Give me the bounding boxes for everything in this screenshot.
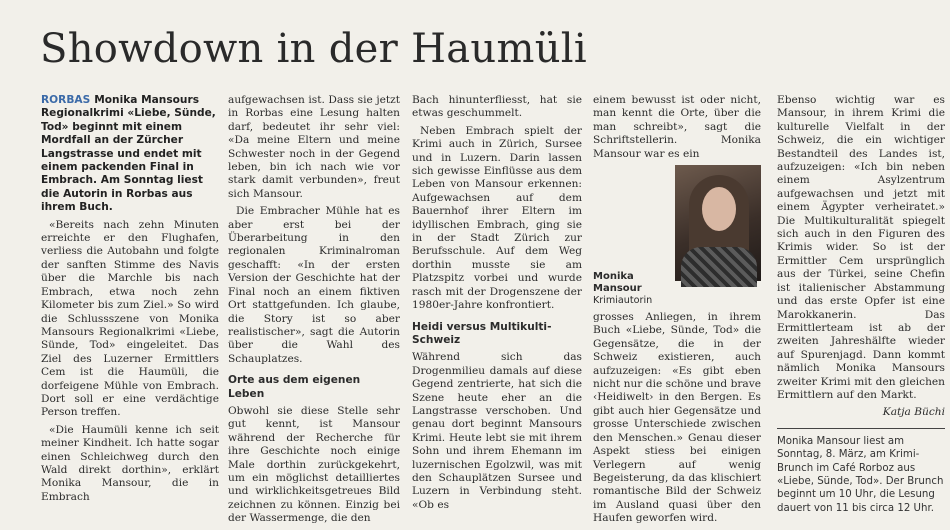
caption-name: Monika Mansour [593,271,642,295]
column-2 [228,94,400,530]
body-paragraph: Die Embracher Mühle hat es aber erst bei der Überarbeitung in den regionalen Kriminalroman geschafft: «In der ersten Version der Geschichte hat der Final noch an einem fiktiven Ort stattgefunden. Ich glaube, die Story ist so aber realistischer», sagt die Autorin über die Wahl des Schauplatzes. [228,205,400,365]
body-paragraph: Ebenso wichtig war es Mansour, in ihrem Krimi die kulturelle Vielfalt in der Schweiz, die ein wichtiger Bestandteil des Landes ist, aufzuzeigen: «Ich bin neben einem Asylzentrum aufgewachsen und jetzt mit einem Ägypter verheiratet.» Die Multikulturalität spiegelt sich auch in den Figuren des Krimis wider. So ist der Ermittler Cem ursprünglich aus der Türkei, seine Chefin ist italienischer Abstammung und das erste Opfer ist eine Marokkanerin. Das Ermittlerteam ist ab der zweiten Jahreshälfte wieder auf Spurenjagd. Dann kommt nämlich Monika Mansours zweiter Krimi mit den gleichen Ermittlern auf den Markt. [777,94,945,401]
headline: Showdown in der Haumüli [40,26,587,72]
event-infobox: Monika Mansour liest am Sonntag, 8. März, am Krimi-Brunch im Café Rorboz aus «Liebe, Sünde, Tod». Der Brunch beginnt um 10 Uhr, die Lesung dauert von 11 bis circa 12 Uhr. [777,428,945,515]
body-paragraph: einem bewusst ist oder nicht, man kennt die Orte, über die man schreibt», sagt die Schriftstellerin. Monika Mansour war es ein [593,94,761,160]
body-paragraph: Während sich das Drogenmilieu damals auf diese Gegend zentrierte, hat sich die Szene heute eher an die Langstrasse verschoben. Und genau dort beginnt Mansours Krimi. Heute lebt sie mit ihrem Sohn und ihrem Ehemann im luzernischen Egolzwil, was mit den Schauplätzen Sursee und Luzern in Verbindung steht. «Ob es [412,351,582,511]
portrait-face [702,187,736,231]
lead-text: Monika Mansours Regionalkrimi «Liebe, Sünde, Tod» beginnt mit einem Mordfall an der Zürcher Langstrasse und endet mit einem packenden Final in Embrach. Am Sonntag liest die Autorin in Rorbas aus ihrem Buch. [41,94,216,214]
column-5 [777,94,945,515]
photo-block [593,165,761,307]
column-3 [412,94,582,516]
body-paragraph: Obwohl sie diese Stelle sehr gut kennt, ist Mansour während der Recherche für ihre Geschichte noch einige Male dorthin zurückgekehrt, um ein möglichst detailliertes und wirklichkeitsgetreues Bild zeichnen zu können. Einzig bei der Wassermenge, die den [228,404,400,525]
body-paragraph: grosses Anliegen, in ihrem Buch «Liebe, Sünde, Tod» die Gegensätze, die in der Schweiz existieren, auch aufzuzeigen: «Es gibt eben nicht nur die schöne und brave ‹Heidiwelt› in den Bergen. Es gibt auch hier Gegensätze und grosse Unterschiede zwischen den Menschen.» Genau dieser Aspekt stiess bei einigen Verlegern auf wenig Begeisterung, da das klischiert romantische Bild der Schweiz im Ausland quasi über den Haufen geworfen wird. [593,311,761,525]
author-portrait-image [675,165,761,281]
body-paragraph: Neben Embrach spielt der Krimi auch in Zürich, Sursee und in Luzern. Darin lassen sich gewisse Einflüsse aus dem Leben von Mansour erkennen: Aufgewachsen auf dem Bauernhof ihrer Eltern im idyllischen Embrach, ging sie in der Stadt Zürich zur Berufsschule. Auf dem Weg dorthin musste sie am Platzspitz vorbei und wurde rasch mit der Drogenszene der 1980er-Jahre konfrontiert. [412,124,582,312]
column-4 [593,94,761,530]
portrait-scarf [681,247,757,287]
body-paragraph: «Die Haumüli kenne ich seit meiner Kindheit. Ich hatte sogar einen Schleichweg durch den Wald direkt dorthin», erklärt Monika Mansour, die in Embrach [41,423,219,503]
author-byline: Katja Büchi [882,406,945,419]
subheading: Heidi versus Multikulti-Schweiz [412,320,552,346]
photo-caption [593,165,675,307]
body-paragraph: aufgewachsen ist. Dass sie jetzt in Rorbas eine Lesung halten darf, bedeutet ihr sehr viel: «Da meine Eltern und meine Schwester noch in der Gegend leben, bin ich nach wie vor stark damit verbunden», freut sich Mansour. [228,94,400,200]
caption-role: Krimiautorin [593,295,653,307]
dateline: RORBAS [41,94,91,106]
body-paragraph: Bach hinunterfliesst, hat sie etwas geschummelt. [412,94,582,120]
lead-paragraph [41,94,219,215]
body-paragraph: «Bereits nach zehn Minuten erreichte er den Flughafen, verliess die Autobahn und folgte der sanften Stimme des Navis über die Marchle bis nach Embrach, etwa noch zehn Kilometer bis zum Ziel.» So wird die Schlussszene von Monika Mansours Regionalkrimi «Liebe, Sünde, Tod» eingeleitet. Das Ziel des Luzerner Ermittlers Cem ist die Haumüli, die dorfeigene Mühle von Embrach. Dort soll er eine verdächtige Person treffen. [41,218,219,419]
column-1 [41,94,219,508]
subheading: Orte aus dem eigenen Leben [228,374,361,400]
